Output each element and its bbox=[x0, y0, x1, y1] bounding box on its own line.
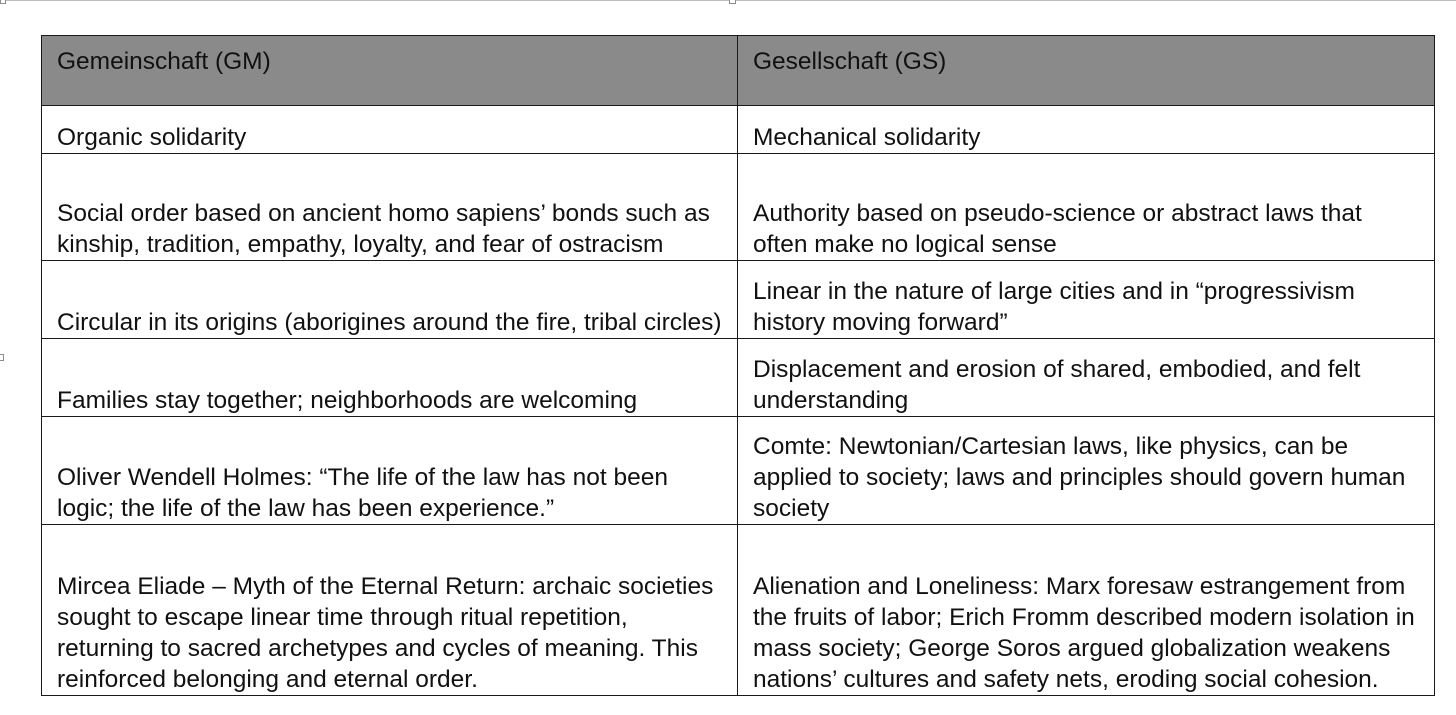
column-header-gesellschaft: Gesellschaft (GS) bbox=[738, 36, 1435, 106]
table-row bbox=[42, 154, 1435, 261]
table-cell: Comte: Newtonian/Cartesian laws, like physics, can be applied to society; laws and principles should govern human society bbox=[738, 417, 1435, 525]
table-cell: Mechanical solidarity bbox=[738, 106, 1435, 154]
table-cell: Social order based on ancient homo sapiens’ bonds such as kinship, tradition, empathy, loyalty, and fear of ostracism bbox=[42, 154, 738, 261]
table-cell: Oliver Wendell Holmes: “The life of the law has not been logic; the life of the law has been experience.” bbox=[42, 417, 738, 525]
column-header-gemeinschaft: Gemeinschaft (GM) bbox=[42, 36, 738, 106]
resize-handle[interactable] bbox=[0, 354, 4, 361]
table-row bbox=[42, 261, 1435, 339]
resize-handle[interactable] bbox=[0, 0, 6, 4]
table-cell: Alienation and Loneliness: Marx foresaw estrangement from the fruits of labor; Erich Fromm described modern isolation in mass society; George Soros argued globalization weakens nations’ cultures and safety nets, eroding social cohesion. bbox=[738, 525, 1435, 696]
table-cell: Authority based on pseudo-science or abstract laws that often make no logical sense bbox=[738, 154, 1435, 261]
comparison-table bbox=[41, 35, 1435, 696]
table-row bbox=[42, 339, 1435, 417]
resize-handle[interactable] bbox=[729, 0, 736, 4]
table-cell: Organic solidarity bbox=[42, 106, 738, 154]
table-cell: Circular in its origins (aborigines around the fire, tribal circles) bbox=[42, 261, 738, 339]
table-row bbox=[42, 417, 1435, 525]
page-top-rule bbox=[0, 0, 1456, 1]
table-cell: Displacement and erosion of shared, embodied, and felt understanding bbox=[738, 339, 1435, 417]
table-row bbox=[42, 106, 1435, 154]
table-cell: Mircea Eliade – Myth of the Eternal Return: archaic societies sought to escape linear time through ritual repetition, returning to sacred archetypes and cycles of meaning. This reinforced belonging and eternal order. bbox=[42, 525, 738, 696]
table-cell: Families stay together; neighborhoods are welcoming bbox=[42, 339, 738, 417]
table-row bbox=[42, 525, 1435, 696]
table-cell: Linear in the nature of large cities and in “progressivism history moving forward” bbox=[738, 261, 1435, 339]
table-header-row bbox=[42, 36, 1435, 106]
